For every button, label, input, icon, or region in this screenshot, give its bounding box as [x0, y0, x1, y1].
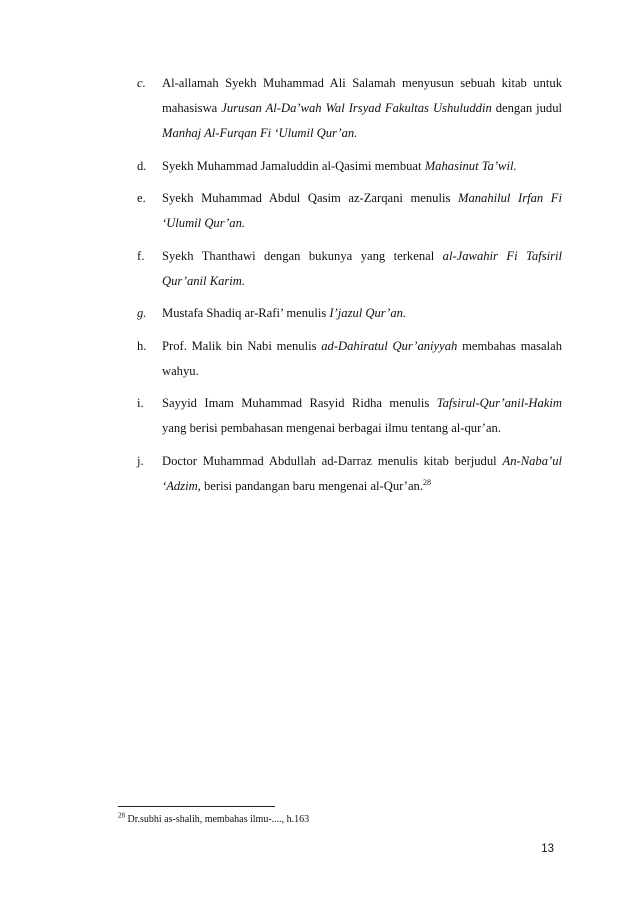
list-item-text [162, 391, 562, 441]
footnote [118, 811, 310, 825]
list-item-text [162, 244, 562, 294]
list-item [137, 244, 562, 294]
list-item-text [162, 449, 562, 499]
list-item-text [162, 71, 562, 146]
text-run: membahas masalah wahyu. [162, 338, 562, 378]
text-run: , berisi pandangan baru mengenai al-Qur’an. [197, 478, 424, 493]
text-run: Syekh Muhammad Abdul Qasim az-Zarqani menulis [162, 191, 458, 205]
book-title: An-Naba’ul ‘Adzim [162, 453, 562, 493]
text-run: Al-allamah Syekh Muhammad Ali Salamah menyusun sebuah kitab untuk mahasiswa [162, 76, 562, 115]
book-title: ad-Dahiratul Qur’aniyyah [321, 338, 458, 353]
book-title: Manhaj Al-Furqan Fi ‘Ulumil Qur’an. [162, 126, 358, 140]
book-title: Tafsirul-Qur’anil-Hakim [436, 396, 562, 410]
list-item [137, 391, 562, 441]
list-marker: h. [137, 338, 147, 353]
list-item-text [162, 301, 562, 326]
list-item-text [162, 154, 562, 179]
book-title: Manahilul Irfan Fi ‘Ulumil Qur’an. [162, 191, 562, 230]
list-marker: j. [137, 453, 144, 468]
footnote-separator [118, 806, 275, 807]
list-item [137, 301, 562, 326]
reference-list [137, 71, 562, 506]
list-marker: c. [137, 76, 146, 90]
list-marker: e. [137, 191, 146, 205]
footnote-ref: 28 [423, 477, 432, 487]
list-marker: i. [137, 396, 144, 410]
list-item [137, 449, 562, 499]
text-run: Mustafa Shadiq ar-Rafi’ menulis [162, 306, 330, 320]
list-item [137, 186, 562, 236]
text-run: Syekh Thanthawi dengan bukunya yang terkenal [162, 248, 443, 263]
text-run: Doctor Muhammad Abdullah ad-Darraz menulis kitab berjudul [162, 453, 503, 468]
list-item-text [162, 186, 562, 236]
list-marker: d. [137, 158, 147, 173]
text-run: dengan judul [491, 101, 563, 115]
book-title: al-Jawahir Fi Tafsiril Qur’anil Karim. [162, 248, 563, 288]
book-title: I’jazul Qur’an. [329, 306, 407, 320]
book-title: Jurusan Al-Da’wah Wal Irsyad Fakultas Ushuluddin [221, 101, 492, 115]
list-marker: g. [137, 306, 147, 320]
book-title: Mahasinut Ta’wil. [424, 158, 517, 173]
list-marker: f. [137, 248, 145, 263]
list-item [137, 334, 562, 384]
list-item-text [162, 334, 562, 384]
list-item [137, 71, 562, 146]
text-run: yang berisi pembahasan mengenai berbagai ilmu tentang al-qur’an. [162, 421, 501, 435]
text-run: Syekh Muhammad Jamaluddin al-Qasimi membuat [162, 158, 425, 173]
list-item [137, 154, 562, 179]
page-number: 13 [541, 843, 554, 855]
footnote-text: Dr.subhi as-shalih, membahas ilmu-...., h.163 [125, 814, 310, 825]
footnote-number: 28 [118, 811, 125, 820]
text-run: Sayyid Imam Muhammad Rasyid Ridha menulis [162, 396, 437, 410]
text-run: Prof. Malik bin Nabi menulis [162, 338, 322, 353]
